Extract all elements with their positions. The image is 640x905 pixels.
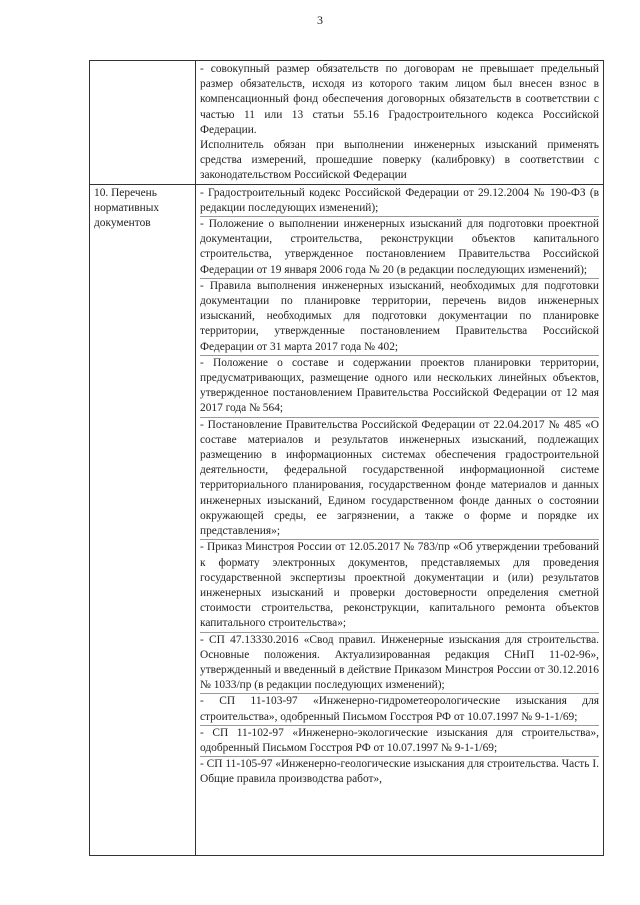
list-item: - Градостроительный кодекс Российской Федерации от 29.12.2004 № 190-ФЗ (в редакции последующих изменений);: [200, 186, 599, 214]
list-item: - СП 11-105-97 «Инженерно-геологические изыскания для строительства. Часть I. Общие правила производства работ»,: [200, 756, 599, 787]
paragraph: Исполнитель обязан при выполнении инженерных изысканий применять средства измерений, прошедшие поверку (калибровку) в соответствии с законодательством Российской Федерации: [200, 139, 599, 182]
list-item: - СП 11-103-97 «Инженерно-гидрометеорологические изыскания для строительства», одобренный Письмом Госстроя РФ от 10.07.1997 № 9-1-1/69;: [200, 693, 599, 724]
list-item: - СП 47.13330.2016 «Свод правил. Инженерные изыскания для строительства. Основные положения. Актуализированная редакция СНиП 11-02-96», утвержденный и введенный в действие Приказом Минстроя России от 30.12.2016 № 1033/пр (в редакции последующих изменений);: [200, 632, 599, 694]
requirements-table: [89, 60, 604, 856]
list-item: - Положение о выполнении инженерных изысканий для подготовки проектной документации, строительства, реконструкции объектов капитального строительства, утвержденное постановлением Правительства Российской Федерации от 19 января 2006 года № 20 (в редакции последующих изменений);: [200, 216, 599, 278]
list-item: - Правила выполнения инженерных изысканий, необходимых для подготовки документации по планировке территории, перечень видов инженерных изысканий, необходимых для подготовки документации по планировке территории, утвержденные постановлением Правительства Российской Федерации от 31 марта 2017 года № 402;: [200, 278, 599, 355]
row-label: 10. Перечень нормативных документов: [90, 184, 196, 855]
list-item: - Приказ Минстроя России от 12.05.2017 № 783/пр «Об утверждении требований к формату электронных документов, представляемых для проведения государственной экспертизы проектной документации и (или) результатов инженерных изысканий и проверки достоверности определения сметной стоимости строительства, реконструкции, капитального ремонта объектов капитального строительства»;: [200, 539, 599, 631]
row-content: [196, 61, 604, 185]
row-content: [196, 184, 604, 855]
list-item: - Постановление Правительства Российской Федерации от 22.04.2017 № 485 «О составе материалов и результатов инженерных изысканий, подлежащих размещению в информационных системах обеспечения градостроительной деятельности, федеральной государственной информационной системе территориального планирования, государственном фонде материалов и данных инженерных изысканий, Едином государственном фонде данных о состоянии окружающей среды, ее загрязнении, а также о форме и порядке их представления»;: [200, 417, 599, 540]
table-row: [90, 61, 604, 185]
table-row: [90, 184, 604, 855]
list-item: - Положение о составе и содержании проектов планировки территории, предусматривающих, размещение одного или нескольких линейных объектов, утвержденное постановлением Правительства Российской Федерации от 12 мая 2017 года № 564;: [200, 355, 599, 417]
list-item: - СП 11-102-97 «Инженерно-экологические изыскания для строительства», одобренный Письмом Госстроя РФ от 10.07.1997 № 9-1-1/69;: [200, 725, 599, 756]
row-label-empty: [90, 61, 196, 185]
paragraph: - совокупный размер обязательств по договорам не превышает предельный размер обязательств, исходя из которого таким лицом был внесен взнос в компенсационный фонд обеспечения договорных обязательств в соответствии с частью 11 или 13 статьи 55.16 Градостроительного кодекса Российской Федерации.: [200, 63, 599, 136]
page-number: 3: [317, 13, 323, 27]
